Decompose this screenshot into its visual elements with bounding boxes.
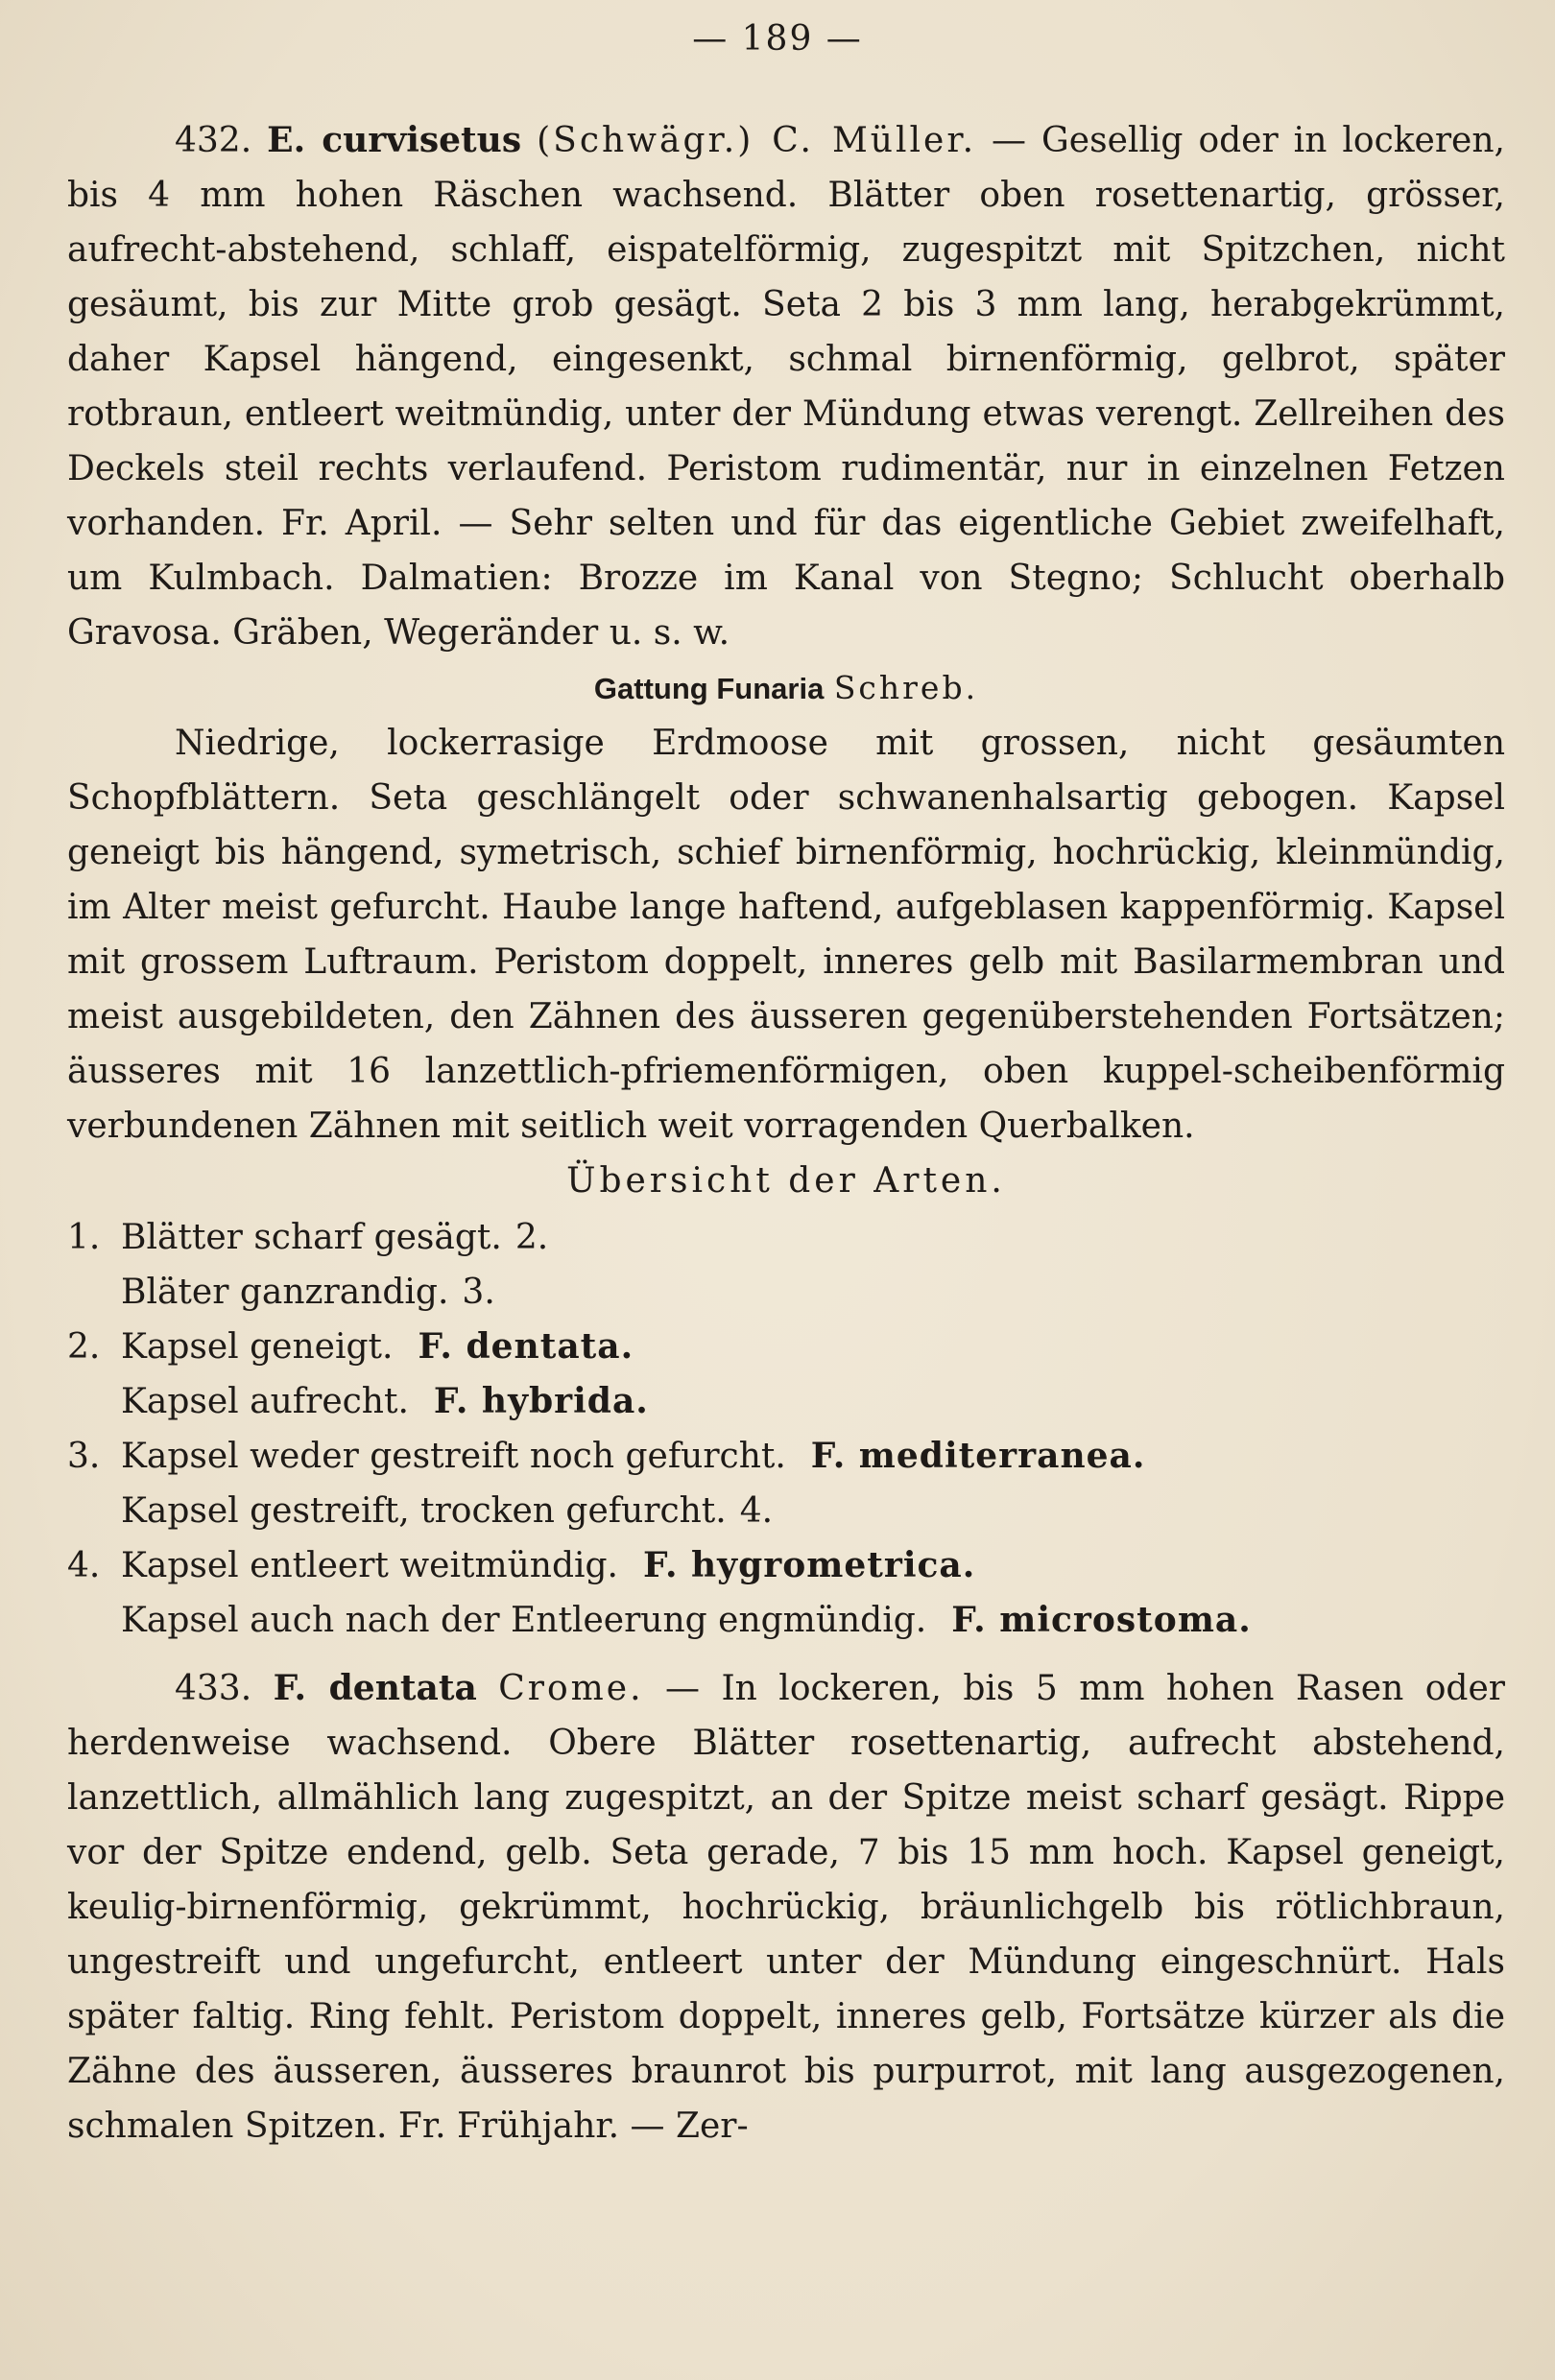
genus-label: Gattung Funaria bbox=[593, 672, 825, 705]
key-line bbox=[67, 1429, 1505, 1484]
entry-433-taxon: F. dentata bbox=[273, 1668, 477, 1708]
entry-432-taxon: E. curvisetus bbox=[267, 120, 522, 160]
key-line bbox=[67, 1265, 1505, 1320]
key-number: 2. bbox=[67, 1327, 101, 1367]
species-key bbox=[67, 1210, 1505, 1648]
entry-432-author: (Schwägr.) C. Müller. bbox=[537, 121, 977, 160]
key-taxon: F. mediterranea. bbox=[810, 1436, 1146, 1476]
key-taxon: F. microstoma. bbox=[951, 1600, 1252, 1640]
entry-433-author: Crome. bbox=[498, 1669, 644, 1708]
key-line bbox=[67, 1538, 1505, 1593]
genus-author: Schreb. bbox=[833, 669, 979, 706]
genus-heading bbox=[67, 660, 1505, 716]
key-number: 1. bbox=[67, 1218, 101, 1257]
key-line bbox=[67, 1593, 1505, 1648]
key-text: Kapsel gestreift, trocken gefurcht. bbox=[121, 1491, 727, 1531]
entry-433-text: — In lockeren, bis 5 mm hohen Rasen oder herdenweise wachsend. Obere Blätter rosettenartig, aufrecht abstehend, lanzettlich, allmählich lang zugespitzt, an der Spitze meist scharf gesägt. Rippe vor der Spitze endend, gelb. Seta gerade, 7 bis 15 mm hoch. Kapsel geneigt, keulig-birnenförmig, gekrümmt, hochrückig, bräunlichgelb bis rötlichbraun, ungestreift und ungefurcht, entleert unter der Mündung eingeschnürt. Hals später faltig. Ring fehlt. Peristom doppelt, inneres gelb, Fortsätze kürzer als die Zähne des äusseren, äusseres braunrot bis purpurrot, mit lang ausgezogenen, schmalen Spitzen. Fr. Frühjahr. — Zer- bbox=[67, 1669, 1505, 2146]
key-text: Bläter ganzrandig. bbox=[121, 1273, 449, 1312]
key-text: Kapsel geneigt. bbox=[121, 1327, 394, 1367]
genus-description: Niedrige, lockerrasige Erdmoose mit grossen, nicht gesäumten Schopfblättern. Seta geschlängelt oder schwanenhalsartig gebogen. Kapsel geneigt bis hängend, symetrisch, schief birnenförmig, hochrückig, kleinmündig, im Alter meist gefurcht. Haube lange haftend, aufgeblasen kappenförmig. Kapsel mit grossem Luftraum. Peristom doppelt, inneres gelb mit Basilarmembran und meist ausgebildeten, den Zähnen des äusseren gegenüberstehenden Fortsätzen; äusseres mit 16 lanzettlich-pfriemenförmigen, oben kuppel-scheibenförmig verbundenen Zähnen mit seitlich weit vorragenden Querbalken. bbox=[67, 724, 1505, 1146]
key-text: Kapsel weder gestreift noch gefurcht. bbox=[121, 1437, 786, 1476]
key-target: 2. bbox=[514, 1218, 549, 1257]
key-taxon: F. hybrida. bbox=[433, 1381, 649, 1421]
entry-432-number: 432. bbox=[175, 121, 252, 160]
key-text: Blätter scharf gesägt. bbox=[121, 1218, 502, 1257]
key-target: 3. bbox=[462, 1273, 495, 1312]
entry-432-text: — Gesellig oder in lockeren, bis 4 mm hohen Räschen wachsend. Blätter oben rosettenartig, grösser, aufrecht-abstehend, schlaff, eispatelförmig, zugespitzt mit Spitzchen, nicht gesäumt, bis zur Mitte grob gesägt. Seta 2 bis 3 mm lang, herabgekrümmt, daher Kapsel hängend, eingesenkt, schmal birnenförmig, gelbrot, später rotbraun, entleert weitmündig, unter der Mündung etwas verengt. Zellreihen des Deckels steil rechts verlaufend. Peristom rudimentär, nur in einzelnen Fetzen vorhanden. Fr. April. — Sehr selten und für das eigentliche Gebiet zweifelhaft, um Kulmbach. Dalmatien: Brozze im Kanal von Stegno; Schlucht oberhalb Gravosa. Gräben, Wegeränder u. s. w. bbox=[67, 121, 1505, 653]
key-number: 3. bbox=[67, 1437, 101, 1476]
key-taxon: F. dentata. bbox=[418, 1326, 634, 1367]
key-line bbox=[67, 1210, 1505, 1265]
key-line bbox=[67, 1320, 1505, 1374]
key-line bbox=[67, 1374, 1505, 1429]
entry-433 bbox=[67, 1661, 1505, 2154]
key-text: Kapsel auch nach der Entleerung engmündig. bbox=[121, 1601, 927, 1640]
key-text: Kapsel aufrecht. bbox=[121, 1382, 409, 1421]
key-number: 4. bbox=[67, 1546, 101, 1585]
page-number: — 189 — bbox=[692, 19, 863, 59]
key-target: 4. bbox=[739, 1491, 774, 1531]
overview-heading: Übersicht der Arten. bbox=[566, 1161, 1006, 1201]
key-taxon: F. hygrometrica. bbox=[643, 1545, 976, 1585]
entry-433-number: 433. bbox=[175, 1669, 252, 1708]
entry-432 bbox=[67, 113, 1505, 660]
text-block bbox=[67, 113, 1505, 2154]
key-line bbox=[67, 1484, 1505, 1538]
key-text: Kapsel entleert weitmündig. bbox=[121, 1546, 618, 1585]
